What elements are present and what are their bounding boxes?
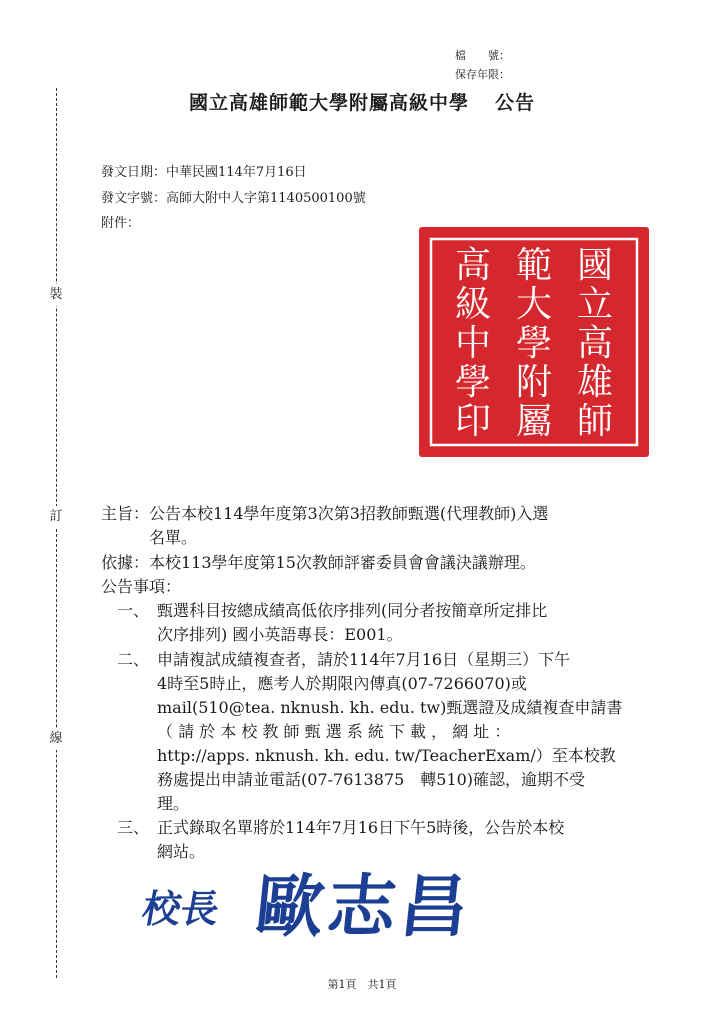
seal-character: 學 bbox=[515, 323, 553, 364]
seal-character: 附 bbox=[515, 362, 553, 403]
binding-dashed-line bbox=[56, 88, 57, 978]
principal-signature bbox=[138, 868, 490, 947]
file-number-label: 檔 號： bbox=[455, 49, 510, 62]
notice-item-line: 申請複試成績複查者，請於114年7月16日（星期三）下午 bbox=[157, 650, 571, 669]
attachment-label: 附件： bbox=[101, 216, 141, 231]
seal-character: 雄 bbox=[576, 362, 614, 403]
seal-character: 大 bbox=[515, 284, 553, 325]
signature-title: 校長 bbox=[138, 887, 223, 932]
notice-item-number: 三、 bbox=[117, 818, 150, 837]
seal-character: 範 bbox=[515, 245, 553, 286]
notice-item-number: 一、 bbox=[117, 601, 150, 620]
attachment-row bbox=[101, 212, 140, 231]
seal-character: 立 bbox=[576, 284, 614, 325]
retention-period-label: 保存年限： bbox=[455, 68, 510, 81]
official-seal bbox=[419, 227, 649, 457]
reference-number-row bbox=[101, 187, 366, 206]
binding-label-ding: 訂 bbox=[40, 506, 72, 528]
notice-item-line: 甄選科目按總成績高低依序排列(同分者按簡章所定排比 bbox=[157, 601, 548, 620]
binding-label-zhuang: 裝 bbox=[40, 284, 72, 306]
notice-item-line: 網站。 bbox=[157, 842, 206, 861]
document-type: 公告 bbox=[495, 92, 536, 114]
reference-number-label: 發文字號： bbox=[101, 191, 167, 206]
subject-line-2: 名單。 bbox=[149, 528, 198, 547]
seal-character: 國 bbox=[576, 245, 614, 286]
reference-number-value: 高師大附中人字第1140500100號 bbox=[166, 191, 366, 206]
seal-character: 中 bbox=[454, 323, 492, 364]
seal-character: 高 bbox=[454, 245, 492, 286]
issue-date-value: 中華民國114年7月16日 bbox=[166, 165, 307, 180]
subject-line-1: 主旨：公告本校114學年度第3次第3招教師甄選(代理教師)入選 bbox=[101, 504, 549, 523]
notice-item-line: 次序排列) 國小英語專長：E001。 bbox=[157, 625, 403, 644]
document-title bbox=[0, 88, 724, 115]
seal-character: 師 bbox=[576, 401, 614, 442]
issue-date-row bbox=[101, 161, 307, 180]
seal-character: 印 bbox=[454, 401, 492, 442]
seal-character: 高 bbox=[576, 323, 614, 364]
notice-item-line: 正式錄取名單將於114年7月16日下午5時後，公告於本校 bbox=[157, 818, 565, 837]
notice-item-number: 二、 bbox=[117, 650, 150, 669]
notice-item-line: 務處提出申請並電話(07-7613875 轉510)確認，逾期不受 bbox=[157, 770, 586, 789]
basis-line: 依據：本校113學年度第15次教師評審委員會會議決議辦理。 bbox=[101, 553, 536, 572]
issue-date-label: 發文日期： bbox=[101, 165, 167, 180]
notice-item-line: mail(510@tea. nknush. kh. edu. tw)甄選證及成績複查申請書 bbox=[157, 698, 623, 717]
notice-item-line: 4時至5時止，應考人於期限內傳真(07-7266070)或 bbox=[157, 674, 527, 693]
binding-label-xian: 線 bbox=[40, 728, 72, 750]
signature-name: 歐志昌 bbox=[251, 868, 476, 947]
school-name: 國立高雄師範大學附屬高級中學 bbox=[188, 92, 469, 114]
notices-heading: 公告事項： bbox=[101, 577, 182, 596]
seal-character: 學 bbox=[454, 362, 492, 403]
notice-item-line: http://apps. nknush. kh. edu. tw/TeacherExam/）至本校教 bbox=[157, 746, 616, 765]
seal-character: 級 bbox=[454, 284, 492, 325]
notice-item-line: （ 請 於 本 校 教 師 甄 選 系 統 下 載 ， 網 址 ： bbox=[157, 722, 511, 741]
seal-character: 屬 bbox=[515, 401, 553, 442]
page-number: 第1頁 共1頁 bbox=[327, 978, 397, 991]
notice-item-line: 理。 bbox=[157, 794, 190, 813]
